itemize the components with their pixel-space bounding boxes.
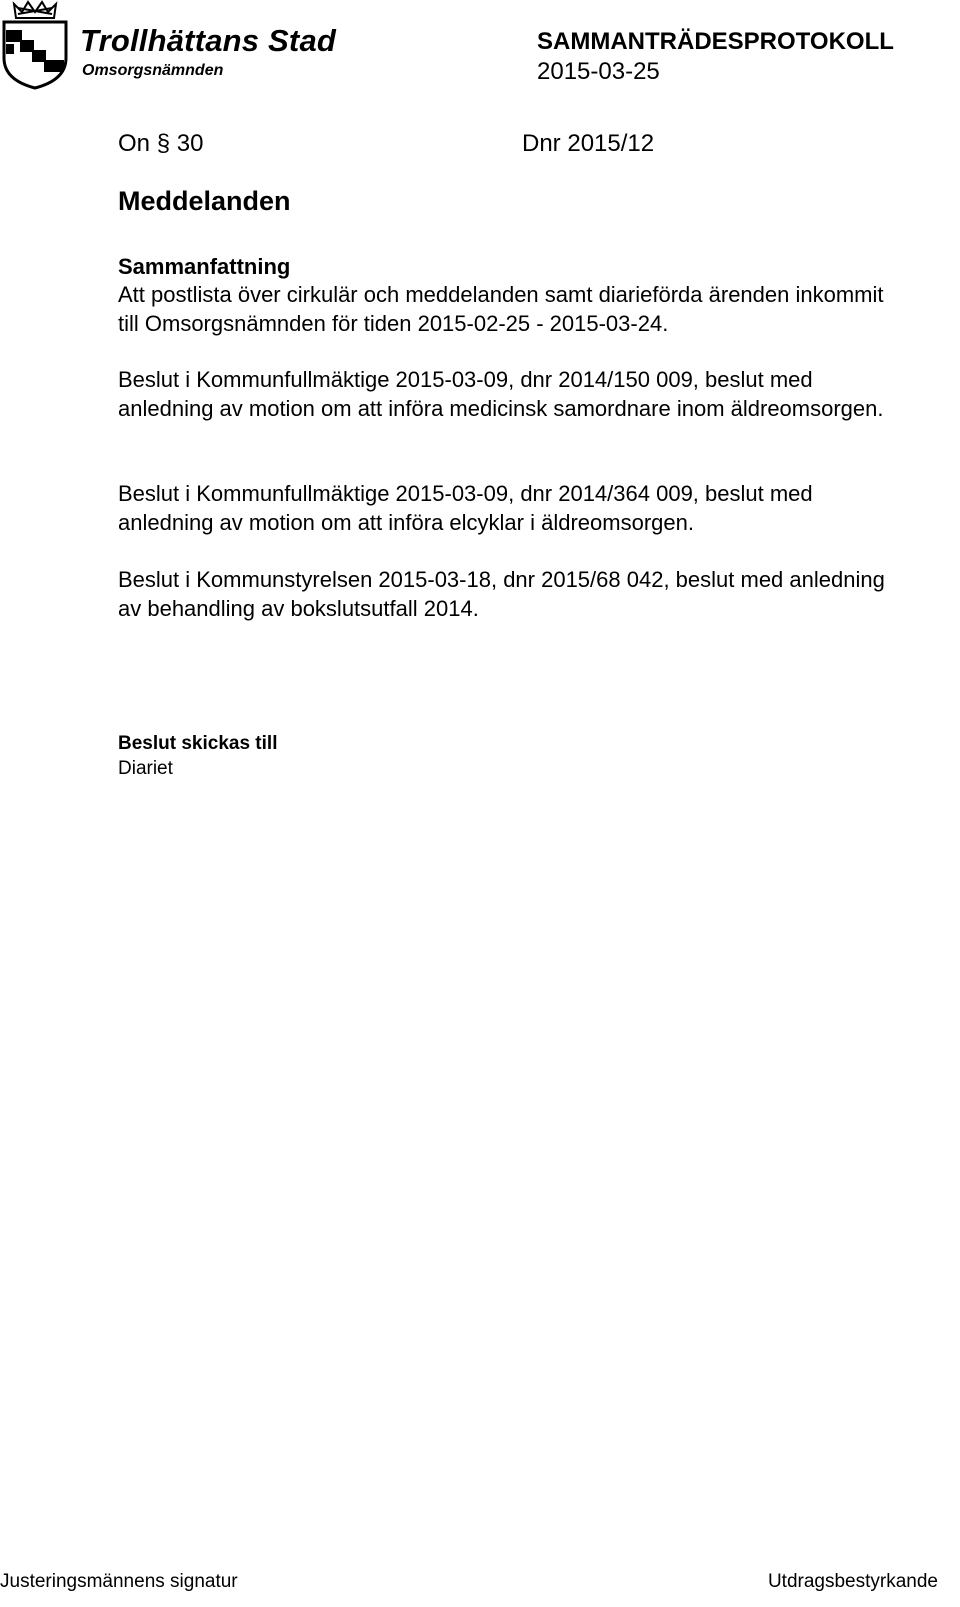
case-prefix: On [118,130,151,157]
case-dnr: Dnr 2015/12 [522,130,655,157]
document-type: SAMMANTRÄDESPROTOKOLL [537,28,894,55]
document-date: 2015-03-25 [537,58,660,85]
summary-paragraph: Beslut i Kommunfullmäktige 2015-03-09, dnr 2014/364 009, beslut med anledning av motion om att införa elcyklar i äldreomsorgen. [118,481,813,535]
footer-certification-label: Utdragsbestyrkande [767,1571,938,1592]
section-number: 30 [176,130,204,157]
summary-paragraph: Beslut i Kommunstyrelsen 2015-03-18, dnr 2015/68 042, beslut med anledning av behandling av bokslutsutfall 2014. [118,567,885,621]
section-symbol: § [156,130,171,157]
distribution-recipient: Diariet [118,758,173,779]
case-section-number [118,129,203,159]
summary-paragraph: Att postlista över cirkulär och meddelanden samt diarieförda ärenden inkommit till Omsorgsnämnden för tiden 2015-02-25 - 2015-03-24. [118,282,884,336]
distribution-heading: Beslut skickas till [118,733,278,754]
summary-paragraph: Beslut i Kommunfullmäktige 2015-03-09, dnr 2014/150 009, beslut med anledning av motion om att införa medicinsk samordnare inom äldreomsorgen. [118,367,884,421]
footer-signature-label: Justeringsmännens signatur [0,1571,238,1592]
page-title: Meddelanden [118,186,291,216]
municipal-crest-logo [0,0,70,90]
organization-name: Trollhättans Stad [80,23,337,58]
department-name: Omsorgsnämnden [82,62,224,79]
summary-heading: Sammanfattning [118,254,291,279]
